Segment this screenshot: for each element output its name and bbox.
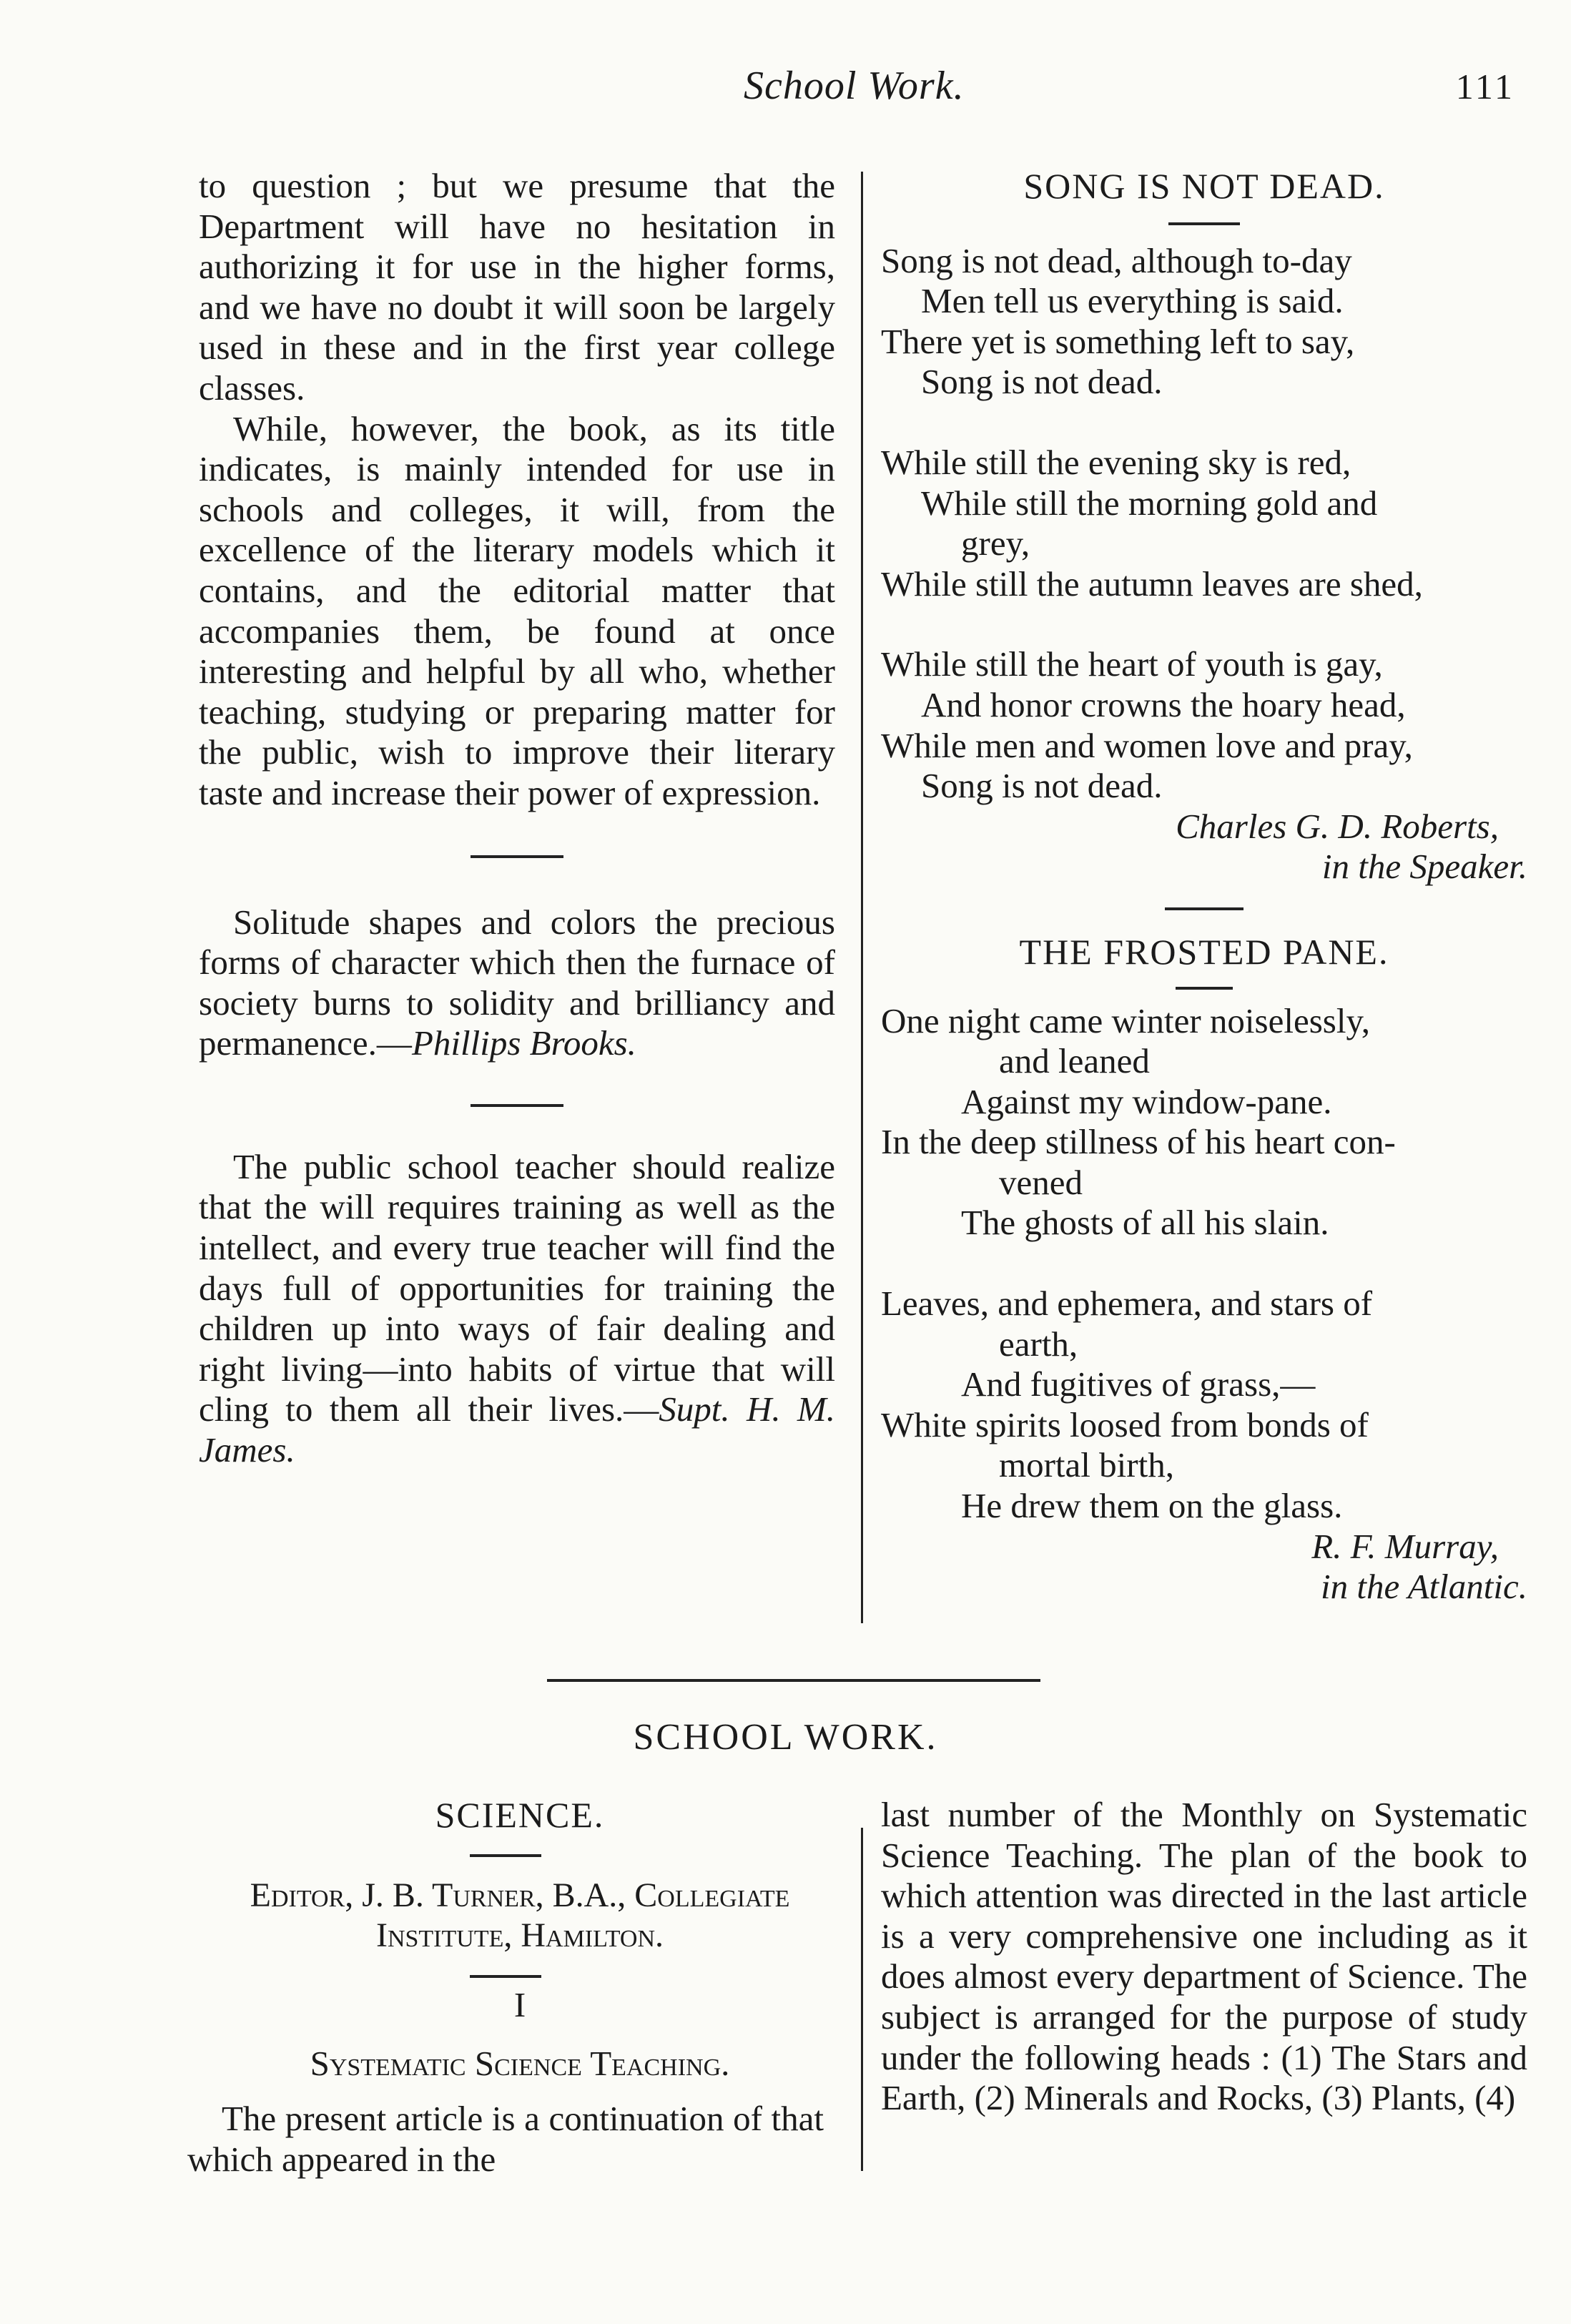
- poem-line: He drew them on the glass.: [961, 1486, 1343, 1526]
- poem-line: earth,: [999, 1324, 1078, 1364]
- quote-james-author: Supt. H. M. James.: [199, 1389, 835, 1470]
- poem-line: Leaves, and ephemera, and stars of: [881, 1284, 1373, 1324]
- poem-line: There yet is something left to say,: [881, 321, 1355, 361]
- running-head-title: School Work.: [744, 64, 965, 108]
- poem-line: Against my window-pane.: [961, 1081, 1332, 1121]
- poem-line: Men tell us everything is said.: [921, 281, 1344, 321]
- poem-line: One night came winter noiselessly,: [881, 1000, 1371, 1040]
- poem-line: While still the morning gold and: [921, 483, 1378, 523]
- poem-line: And fugitives of grass,—: [961, 1364, 1316, 1404]
- poem-line: While still the autumn leaves are shed,: [881, 563, 1423, 604]
- poem-source: in the Atlantic.: [1321, 1567, 1527, 1607]
- poem-source: in the Speaker.: [1321, 847, 1527, 887]
- poem-title-song-is-not-dead: SONG IS NOT DEAD.: [1023, 166, 1385, 206]
- poem-song-stanza-2: [881, 443, 1527, 604]
- page-number: 111: [1455, 67, 1515, 107]
- poem-frosted-stanza-2: [881, 1284, 1527, 1527]
- poem-song-attribution: [881, 807, 1527, 887]
- poem-frosted-stanza-1: [881, 1001, 1527, 1244]
- editor-line: Editor, J. B. Turner, B.A., Collegiate Institute, Hamilton.: [250, 1876, 790, 1955]
- poem-line: Song is not dead, although to-day: [881, 240, 1352, 280]
- poem-author: Charles G. D. Roberts,: [1176, 806, 1499, 846]
- left-column-bottom: [187, 1795, 824, 2180]
- poem-line: Song is not dead.: [921, 362, 1163, 402]
- right-column-bottom: [881, 1795, 1527, 2119]
- article-title: Systematic Science Teaching.: [310, 2044, 730, 2084]
- section-heading: SCHOOL WORK.: [633, 1717, 938, 1758]
- article-continued: last number of the Monthly on Systematic Science Teaching. The plan of the book to which attention was directed in the last article is a very comprehensive one including as it does almost every department of Science. The subject is arranged for the purpose of study under the following heads : (1) The Stars and Earth, (2) Minerals and Rocks, (3) Plants, (4): [881, 1795, 1527, 2118]
- quote-brooks: [199, 902, 835, 1064]
- poem-line: White spirits loosed from bonds of: [881, 1404, 1369, 1444]
- poem-song-stanza-3: [881, 644, 1527, 806]
- review-paragraph-2: While, however, the book, as its title indicates, is mainly intended for use in schools and colleges, it will, from the excellence of the literary models which it contains, and the editorial matter that accompanies them, be found at once interesting and helpful by all who, whether teaching, studying or preparing matter for the public, wish to improve their literary taste and increase their power of expression.: [199, 408, 835, 812]
- column-divider-bottom: [861, 1828, 863, 2171]
- poem-line: The ghosts of all his slain.: [961, 1203, 1329, 1243]
- poem-line: While still the heart of youth is gay,: [881, 644, 1383, 684]
- poem-author: R. F. Murray,: [1311, 1526, 1499, 1566]
- poem-line: While men and women love and pray,: [881, 725, 1413, 765]
- section-separator: [547, 1679, 1040, 1682]
- article-numeral: I: [513, 1984, 526, 2024]
- quote-james-text: The public school teacher should realize that the will requires training as well as the intellect, and every true teacher will find the days full of opportunities for training the children up into ways of fair dealing and right living—into habits of virtue that will cling to them all their lives.—: [199, 1146, 835, 1429]
- quote-brooks-author: Phillips Brooks.: [411, 1023, 636, 1063]
- left-column-top: [199, 166, 835, 1471]
- quote-brooks-text: Solitude shapes and colors the precious forms of character which then the furnace of society burns to solidity and brilliancy and permanence.—: [199, 902, 835, 1063]
- review-paragraph-1: to question ; but we presume that the Department will have no hesitation in authorizing it for use in the higher forms, and we have no doubt it will soon be largely used in these and in the first year college classes.: [199, 166, 835, 408]
- quote-james: [199, 1147, 835, 1471]
- poem-line: mortal birth,: [999, 1445, 1174, 1485]
- poem-line: And honor crowns the hoary head,: [921, 684, 1406, 724]
- running-head: [0, 63, 1571, 127]
- poem-line: vened: [999, 1162, 1083, 1202]
- poem-line: grey,: [961, 523, 1030, 563]
- poem-line: Song is not dead.: [921, 766, 1163, 806]
- column-divider-top: [861, 172, 863, 1623]
- poem-line: While still the evening sky is red,: [881, 442, 1351, 482]
- poem-frosted-attribution: [881, 1527, 1527, 1607]
- subheading-science: SCIENCE.: [435, 1795, 605, 1835]
- poem-line: In the deep stillness of his heart con-: [881, 1122, 1396, 1162]
- article-intro: The present article is a continuation of that which appeared in the: [187, 2098, 824, 2179]
- right-column-top: [881, 166, 1527, 1607]
- poem-song-stanza-1: [881, 241, 1527, 403]
- poem-title-frosted-pane: THE FROSTED PANE.: [1019, 931, 1389, 972]
- poem-line: and leaned: [999, 1041, 1150, 1081]
